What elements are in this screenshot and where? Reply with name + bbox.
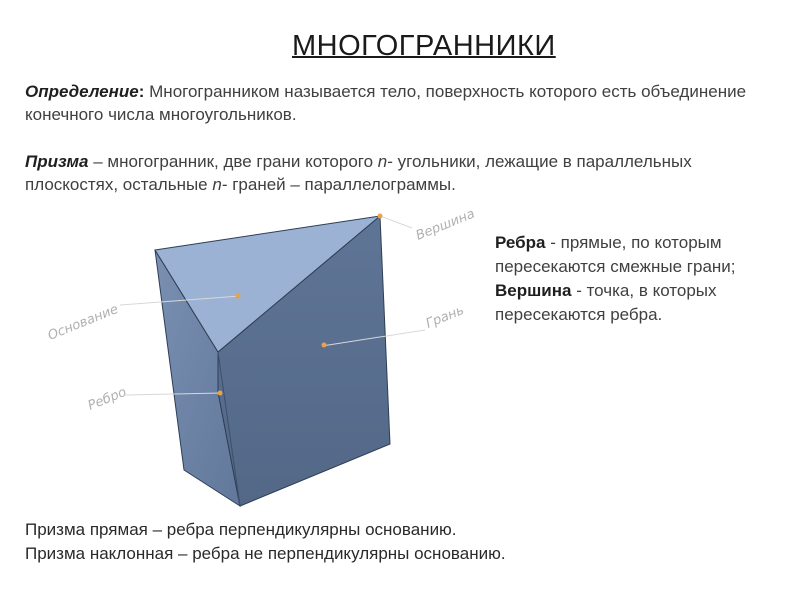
prism-n-2: n <box>212 175 222 194</box>
base-label: Основание <box>45 301 121 344</box>
edges-def-text: - прямые, по которым пересекаются смежные грани; <box>495 233 736 276</box>
footer-line-straight-prism: Призма прямая – ребра перпендикулярны основанию. <box>25 520 457 539</box>
page-title: МНОГОГРАННИКИ <box>292 30 556 62</box>
face-label: Грань <box>423 302 467 332</box>
prism-label: Призма <box>25 152 89 171</box>
vertex-pointer-line <box>380 216 412 228</box>
footer-notes <box>25 518 765 566</box>
prism-text-1: – многогранник, две грани которого <box>88 152 378 171</box>
vertex-def-label: Вершина <box>495 281 572 300</box>
vertex-label: Вершина <box>413 206 477 244</box>
definition-colon: : <box>138 82 145 101</box>
vertex-def-text: - точка, в которых пересекаются ребра. <box>495 281 717 324</box>
base-pointer-dot <box>236 294 241 299</box>
edge-label: Ребро <box>85 384 129 414</box>
vertex-pointer-dot <box>378 214 383 219</box>
prism-text-2: - угольники, лежащие в параллельных плоскостях, остальные <box>25 152 692 194</box>
prism-n-1: n <box>377 152 388 171</box>
prism-text-3: - граней – параллелограммы. <box>221 175 456 194</box>
edges-label: Ребра <box>495 233 546 252</box>
definition-label: Определение <box>25 82 139 101</box>
footer-line-oblique-prism: Призма наклонная – ребра не перпендикулярны основанию. <box>25 544 506 563</box>
face-pointer-dot <box>322 343 327 348</box>
definition-text: Многогранником называется тело, поверхность которого есть объединение конечного числа многоугольников. <box>25 82 747 124</box>
edge-pointer-dot <box>218 391 223 396</box>
edges-definition-paragraph <box>495 231 785 327</box>
